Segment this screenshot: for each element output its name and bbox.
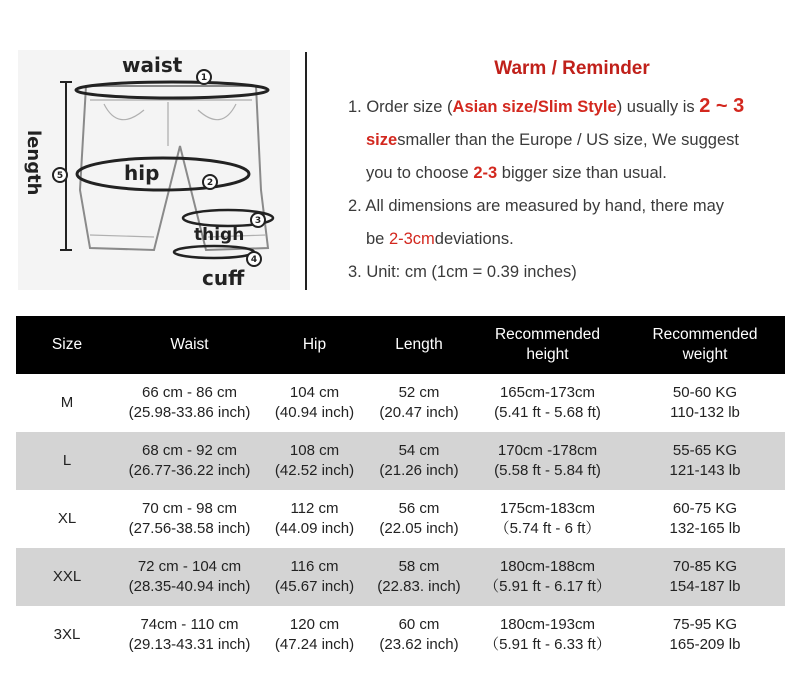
length-cell: 52 cm (20.47 inch) xyxy=(379,384,459,421)
waist-cell: 66 cm - 86 cm (25.98-33.86 inch) xyxy=(128,384,251,421)
height-cell: 165cm-173cm (5.41 ft - 5.68 ft) xyxy=(494,384,601,421)
length-cell: 54 cm (21.26 inch) xyxy=(379,442,459,479)
size-cell: L xyxy=(62,452,72,469)
weight-cell: 60-75 KG 132-165 lb xyxy=(669,500,741,537)
marker-1: 1 xyxy=(200,73,208,83)
length-cell: 60 cm (23.62 inch) xyxy=(379,616,459,653)
reminder-item-3: 3. Unit: cm (1cm = 0.39 inches) xyxy=(348,263,577,281)
hip-cell: 112 cm (44.09 inch) xyxy=(274,500,355,537)
marker-3: 3 xyxy=(254,216,262,226)
weight-cell: 70-85 KG 154-187 lb xyxy=(669,558,741,595)
thigh-label: thigh xyxy=(194,225,245,245)
size-cell: M xyxy=(60,394,74,411)
header-waist: Waist xyxy=(170,336,209,353)
reminder-item-1-line-3: you to choose 2-3 bigger size than usual. xyxy=(366,164,667,182)
waist-label: waist xyxy=(122,53,183,77)
waist-cell: 74cm - 110 cm (29.13-43.31 inch) xyxy=(128,616,251,653)
measurement-diagram xyxy=(18,50,290,290)
header-recommended-weight: Recommended weight xyxy=(652,326,758,363)
table-row xyxy=(16,432,785,490)
height-cell: 175cm-183cm （5.74 ft - 6 ft） xyxy=(494,500,601,537)
vertical-divider xyxy=(305,52,307,290)
waist-cell: 70 cm - 98 cm (27.56-38.58 inch) xyxy=(128,500,251,537)
reminder-item-2-line-1: 2. All dimensions are measured by hand, there may xyxy=(348,197,725,215)
reminder-item-1-line-2: sizesmaller than the Europe / US size, We suggest xyxy=(366,131,739,149)
marker-2: 2 xyxy=(206,178,214,188)
size-cell: XL xyxy=(57,510,77,527)
hip-cell: 108 cm (42.52 inch) xyxy=(274,442,355,479)
length-cell: 56 cm (22.05 inch) xyxy=(379,500,459,537)
table-row xyxy=(16,490,785,548)
table-row xyxy=(16,606,785,664)
hip-cell: 116 cm (45.67 inch) xyxy=(274,558,355,595)
size-table xyxy=(16,316,785,664)
reminder-title: Warm / Reminder xyxy=(494,58,650,79)
weight-cell: 55-65 KG 121-143 lb xyxy=(669,442,741,479)
size-cell: XXL xyxy=(52,568,82,585)
shorts-measurement-illustration xyxy=(18,50,290,290)
header-length: Length xyxy=(395,336,443,353)
size-cell: 3XL xyxy=(53,626,81,643)
header-hip: Hip xyxy=(302,336,327,353)
waist-cell: 68 cm - 92 cm (26.77-36.22 inch) xyxy=(128,442,251,479)
height-cell: 180cm-193cm （5.91 ft - 6.33 ft） xyxy=(484,616,611,653)
length-label: length xyxy=(23,130,44,196)
hip-cell: 120 cm (47.24 inch) xyxy=(274,616,355,653)
warm-reminder xyxy=(348,58,788,289)
marker-5: 5 xyxy=(56,171,64,181)
header-size: Size xyxy=(51,336,83,353)
height-cell: 180cm-188cm （5.91 ft - 6.17 ft） xyxy=(484,558,611,595)
cuff-label: cuff xyxy=(202,266,245,290)
weight-cell: 50-60 KG 110-132 lb xyxy=(670,384,740,421)
reminder-item-1-line-1: 1. Order size (Asian size/Slim Style) usually is 2 ~ 3 xyxy=(348,95,745,117)
length-cell: 58 cm (22.83. inch) xyxy=(377,558,461,595)
waist-cell: 72 cm - 104 cm (28.35-40.94 inch) xyxy=(128,558,251,595)
table-row xyxy=(16,374,785,432)
reminder-item-2-line-2: be 2-3cmdeviations. xyxy=(366,230,514,248)
height-cell: 170cm -178cm (5.58 ft - 5.84 ft) xyxy=(494,442,601,479)
hip-label: hip xyxy=(124,161,160,185)
marker-4: 4 xyxy=(250,255,258,265)
header-recommended-height: Recommended height xyxy=(494,326,601,363)
table-row xyxy=(16,548,785,606)
hip-cell: 104 cm (40.94 inch) xyxy=(274,384,355,421)
weight-cell: 75-95 KG 165-209 lb xyxy=(669,616,741,653)
table-header xyxy=(16,316,785,374)
